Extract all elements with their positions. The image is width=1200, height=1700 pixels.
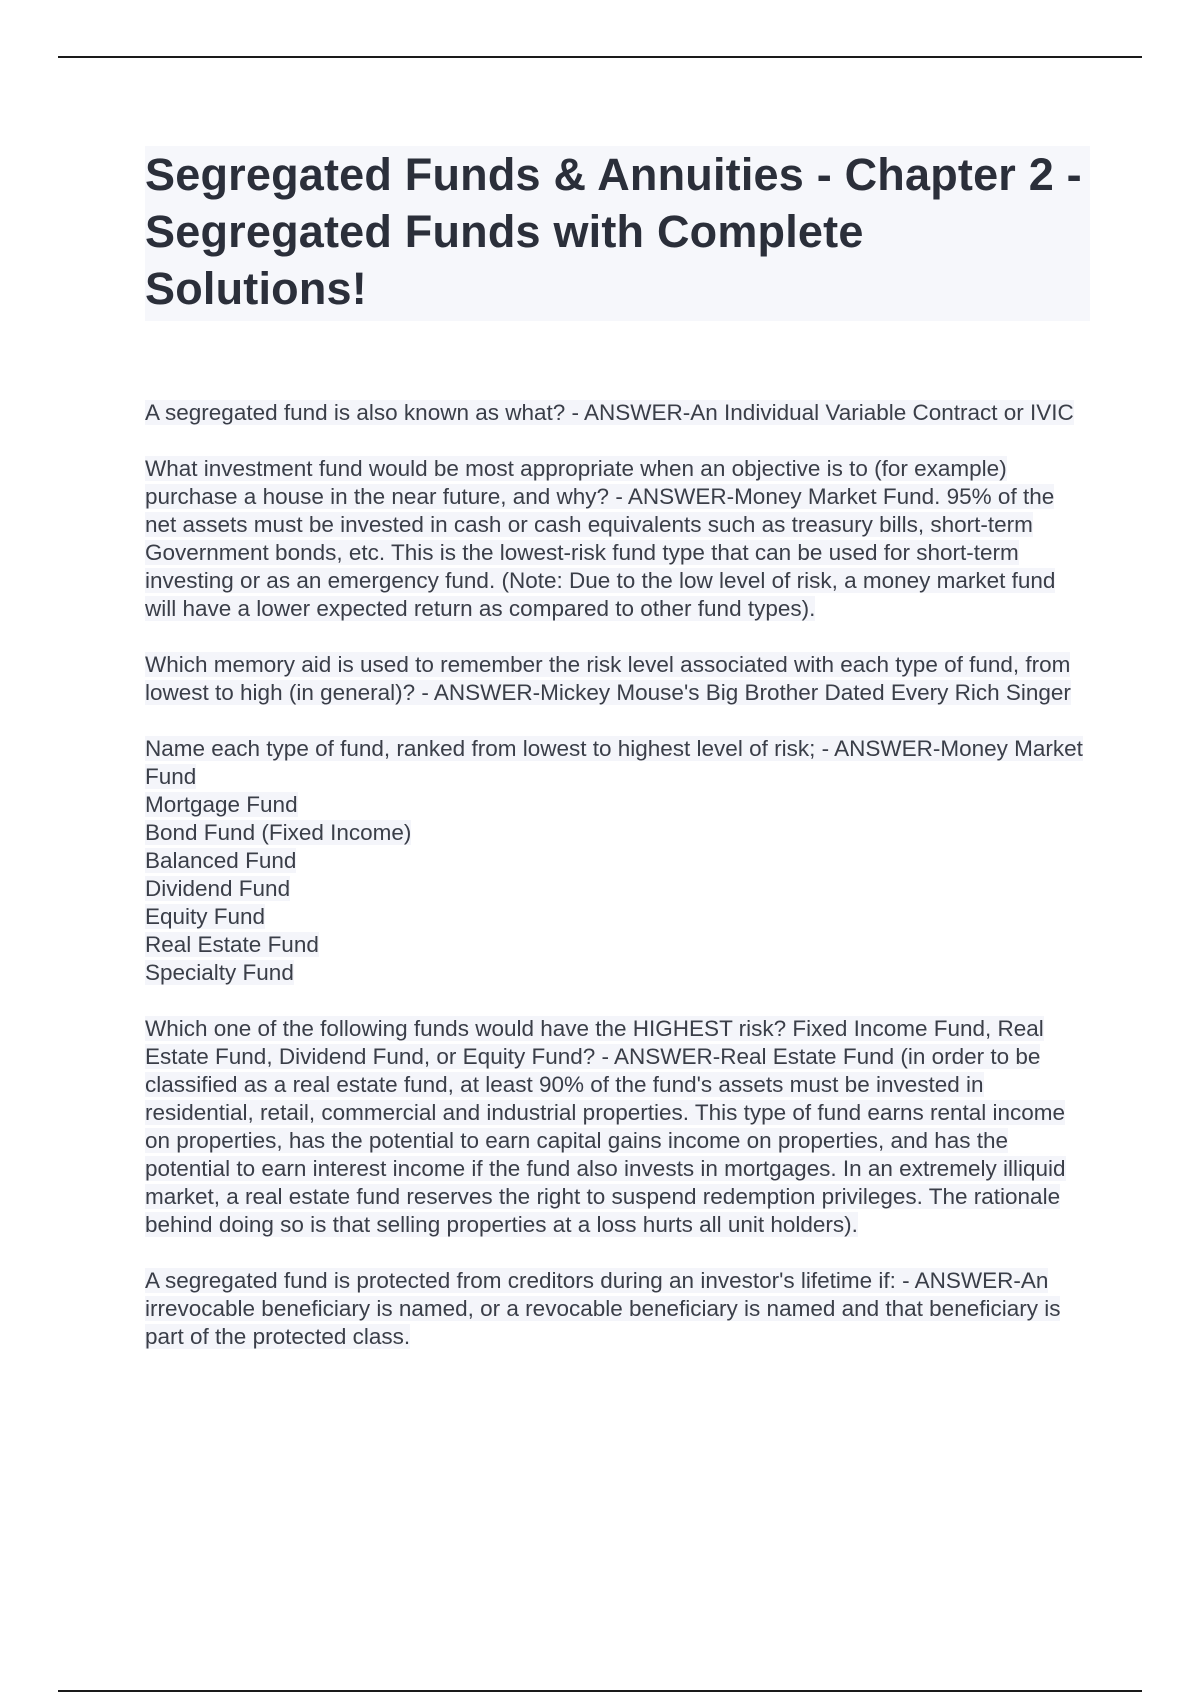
qa-entry: [145, 455, 1090, 623]
qa-entry: [145, 1267, 1090, 1351]
footer-rule: [58, 1690, 1142, 1692]
title-block: [145, 146, 1090, 321]
qa-entry: [145, 399, 1090, 427]
qa-text: A segregated fund is also known as what? - ANSWER-An Individual Variable Contract or IVIC: [145, 400, 1074, 425]
qa-text: Which memory aid is used to remember the risk level associated with each type of fund, from lowest to high (in general)? - ANSWER-Mickey Mouse's Big Brother Dated Every Rich Singer: [145, 652, 1071, 705]
qa-text: Which one of the following funds would have the HIGHEST risk? Fixed Income Fund, Real Estate Fund, Dividend Fund, or Equity Fund? - ANSWER-Real Estate Fund (in order to be classified as a real estate fund, at least 90% of the fund's assets must be invested in residential, retail, commercial and industrial properties. This type of fund earns rental income on properties, has the potential to earn capital gains income on properties, and has the potential to earn interest income if the fund also invests in mortgages. In an extremely illiquid market, a real estate fund reserves the right to suspend redemption privileges. The rationale behind doing so is that selling properties at a loss hurts all unit holders).: [145, 1016, 1066, 1237]
qa-entry: [145, 1015, 1090, 1239]
header-rule: [58, 56, 1142, 58]
qa-text: Name each type of fund, ranked from lowest to highest level of risk; - ANSWER-Money Market Fund Mortgage Fund Bond Fund (Fixed Income) Balanced Fund Dividend Fund Equity Fund Real Estate Fund Specialty Fund: [145, 736, 1083, 985]
qa-text: A segregated fund is protected from creditors during an investor's lifetime if: - ANSWER-An irrevocable beneficiary is named, or a revocable beneficiary is named and that beneficiary is part of the protected class.: [145, 1268, 1061, 1349]
qa-entry: [145, 651, 1090, 707]
qa-entry: [145, 735, 1090, 987]
qa-text: What investment fund would be most appropriate when an objective is to (for example) purchase a house in the near future, and why? - ANSWER-Money Market Fund. 95% of the net assets must be invested in cash or cash equivalents such as treasury bills, short-term Government bonds, etc. This is the lowest-risk fund type that can be used for short-term investing or as an emergency fund. (Note: Due to the low level of risk, a money market fund will have a lower expected return as compared to other fund types).: [145, 456, 1056, 621]
document-title: Segregated Funds & Annuities - Chapter 2 - Segregated Funds with Complete Solutions!: [145, 149, 1082, 314]
document-body: [145, 146, 1090, 1379]
